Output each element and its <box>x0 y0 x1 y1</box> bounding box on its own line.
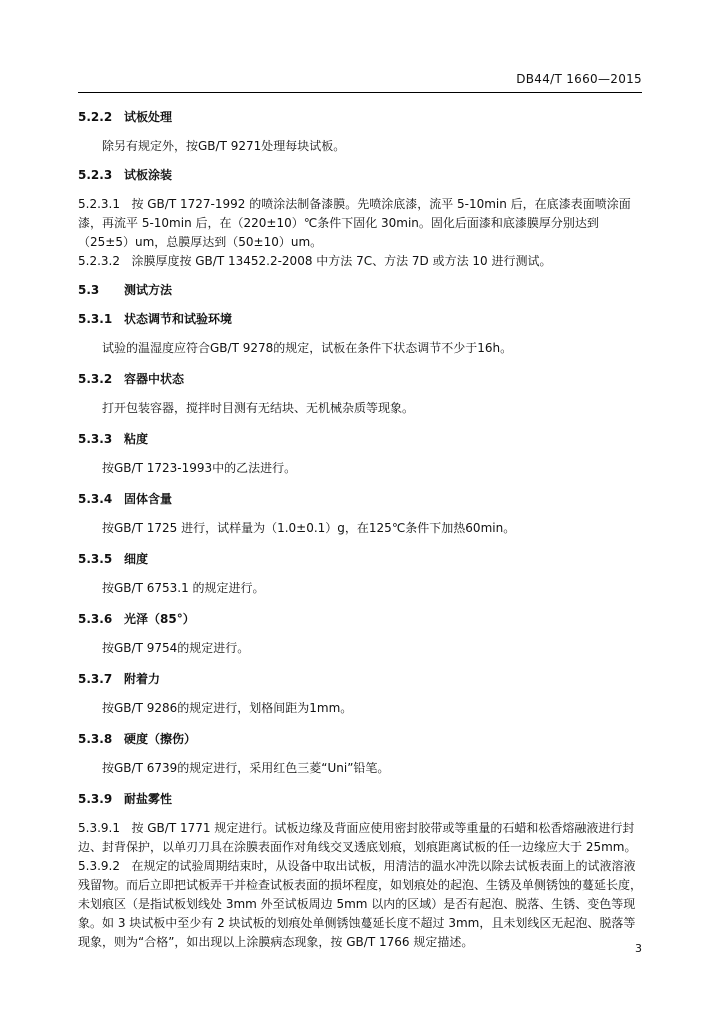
section-heading-5-3-7 <box>78 670 646 689</box>
clause-5-3-9-1 <box>78 819 646 857</box>
section-number: 5.3.1 <box>78 312 113 326</box>
clause-number: 5.3.9.2 <box>78 859 120 873</box>
clause-number: 5.3.9.1 <box>78 821 120 835</box>
clause-text: 涂膜厚度按 GB/T 13452.2-2008 中方法 7C、方法 7D 或方法 10 进行测试。 <box>131 254 552 268</box>
clause-5-2-3-2 <box>78 252 646 271</box>
section-number: 5.3.3 <box>78 432 113 446</box>
section-number: 5.3.7 <box>78 672 113 686</box>
section-text-5-3-7: 按GB/T 9286的规定进行，划格间距为1mm。 <box>102 701 353 715</box>
section-text-5-3-5: 按GB/T 6753.1 的规定进行。 <box>102 581 265 595</box>
section-title: 附着力 <box>124 672 161 686</box>
clause-5-3-9-2 <box>78 857 646 952</box>
document-body <box>78 108 646 952</box>
clause-text: 按 GB/T 1771 规定进行。试板边缘及背面应使用密封胶带或等重量的石蜡和松香熔融液进行封边、封背保护，以单刃刀具在涂膜表面作对角线交叉透底划痕，划痕距离试板的任一边缘应大于 25mm。 <box>78 821 637 854</box>
section-title: 试板处理 <box>124 110 173 124</box>
section-title: 粘度 <box>124 432 149 446</box>
section-text-5-3-8: 按GB/T 6739的规定进行，采用红色三菱“Uni”铅笔。 <box>102 761 390 775</box>
section-text-5-3-3: 按GB/T 1723-1993中的乙法进行。 <box>102 461 297 475</box>
section-title: 试板涂装 <box>124 168 173 182</box>
clause-text: 按 GB/T 1727-1992 的喷涂法制备漆膜。先喷涂底漆，流平 5-10min 后，在底漆表面喷涂面漆，再流平 5-10min 后，在（220±10）℃条件下固化 30min。固化后面漆和底漆膜厚分别达到（25±5）um，总膜厚达到（50±10）um。 <box>78 197 631 249</box>
section-text-5-3-1: 试验的温湿度应符合GB/T 9278的规定，试板在条件下状态调节不少于16h。 <box>102 341 513 355</box>
section-number: 5.3.4 <box>78 492 113 506</box>
section-number: 5.3.9 <box>78 792 113 806</box>
section-text-5-2-2: 除另有规定外，按GB/T 9271处理每块试板。 <box>102 139 346 153</box>
section-number: 5.3.8 <box>78 732 113 746</box>
section-title: 细度 <box>124 552 149 566</box>
section-text-5-3-4: 按GB/T 1725 进行，试样量为（1.0±0.1）g，在125℃条件下加热60min。 <box>102 521 516 535</box>
section-number: 5.3.6 <box>78 612 113 626</box>
section-number: 5.3.2 <box>78 372 113 386</box>
section-title: 光泽（85°） <box>124 612 195 626</box>
section-heading-5-3-1 <box>78 310 646 329</box>
clause-text: 在规定的试验周期结束时，从设备中取出试板，用清洁的温水冲洗以除去试板表面上的试液溶液残留物。而后立即把试板弄干并检查试板表面的损坏程度，如划痕处的起泡、生锈及单侧锈蚀的蔓延长度，未划痕区（是指试板划线处 3mm 外至试板周边 5mm 以内的区域）是否有起泡、脱落、生锈、变色等现象。如 3 块试板中至少有 2 块试板的划痕处单侧锈蚀蔓延长度不超过 3mm，且未划线区无起泡、脱落等现象，则为“合格”，如出现以上涂膜病态现象，按 GB/T 1766 规定描述。 <box>78 859 643 949</box>
section-heading-5-3 <box>78 281 646 300</box>
section-heading-5-3-8 <box>78 730 646 749</box>
section-heading-5-3-9 <box>78 790 646 809</box>
section-title: 状态调节和试验环境 <box>124 312 233 326</box>
section-number: 5.3.5 <box>78 552 113 566</box>
clause-number: 5.2.3.2 <box>78 254 120 268</box>
page-number: 3 <box>635 942 642 955</box>
section-text-5-3-6: 按GB/T 9754的规定进行。 <box>102 641 250 655</box>
section-heading-5-2-2 <box>78 108 646 127</box>
section-number: 5.2.3 <box>78 168 113 182</box>
section-heading-5-3-2 <box>78 370 646 389</box>
section-title: 耐盐雾性 <box>124 792 173 806</box>
section-heading-5-2-3 <box>78 166 646 185</box>
clause-5-2-3-1 <box>78 195 646 252</box>
section-heading-5-3-6 <box>78 610 646 629</box>
section-heading-5-3-3 <box>78 430 646 449</box>
section-text-5-3-2: 打开包装容器，搅拌时目测有无结块、无机械杂质等现象。 <box>102 401 415 415</box>
section-title: 容器中状态 <box>124 372 185 386</box>
section-title: 固体含量 <box>124 492 173 506</box>
section-title: 测试方法 <box>124 283 173 297</box>
clause-number: 5.2.3.1 <box>78 197 120 211</box>
section-title: 硬度（擦伤） <box>124 732 197 746</box>
section-heading-5-3-4 <box>78 490 646 509</box>
section-number: 5.2.2 <box>78 110 113 124</box>
header-rule <box>78 92 642 93</box>
section-number: 5.3 <box>78 283 100 297</box>
document-code: DB44/T 1660—2015 <box>516 72 642 86</box>
section-heading-5-3-5 <box>78 550 646 569</box>
